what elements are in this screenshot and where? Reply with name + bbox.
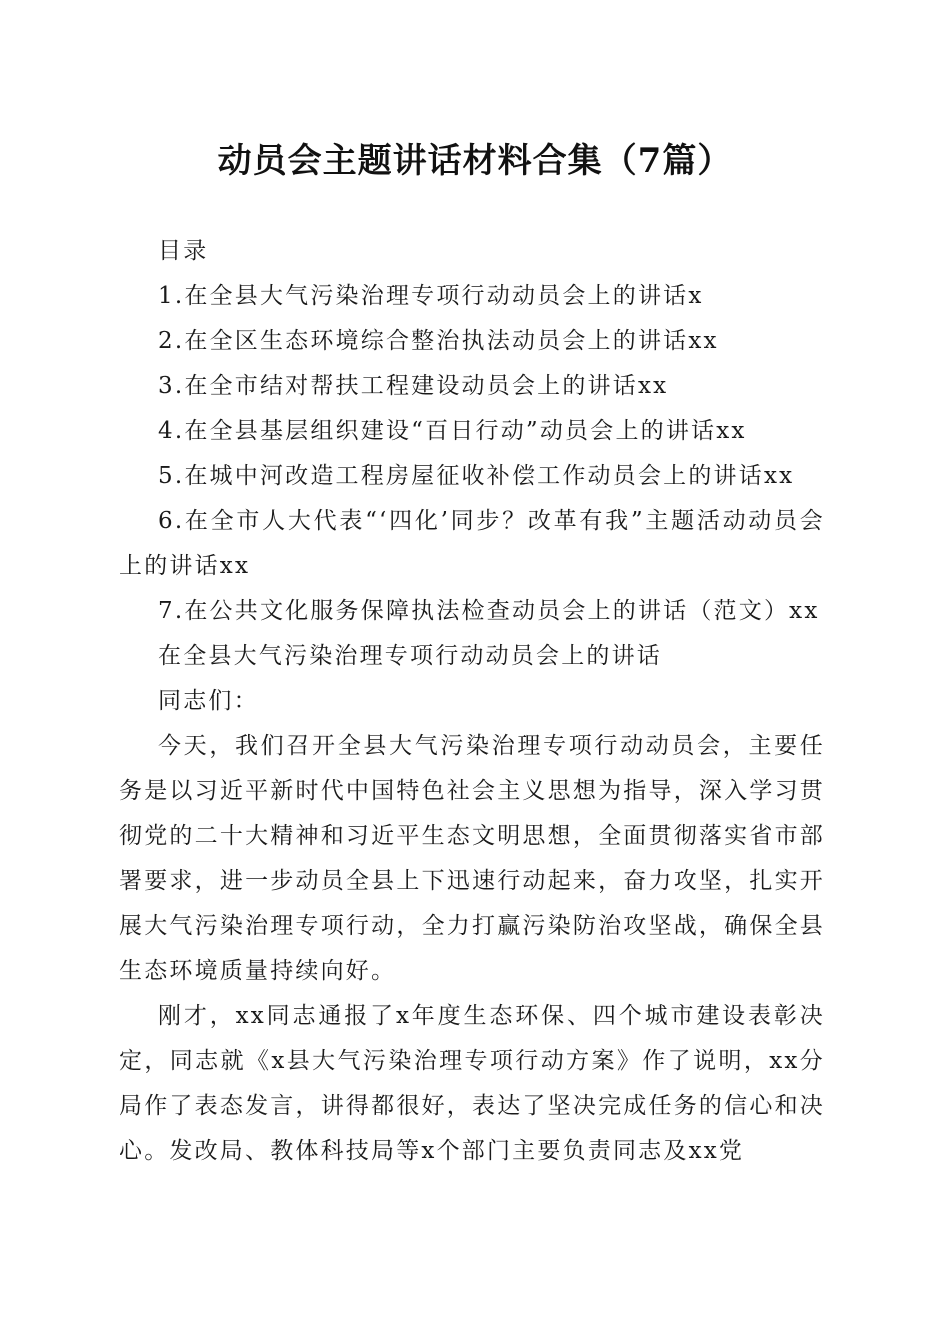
body-paragraph: 刚才，xx同志通报了x年度生态环保、四个城市建设表彰决定，同志就《x县大气污染治理专项行动方案》作了说明，xx分局作了表态发言，讲得都很好，表达了坚决完成任务的信心和决心。发改局、教体科技局等x个部门主要负责同志及xx党: [119, 1003, 825, 1164]
document-body: [119, 229, 825, 1174]
toc-heading: 目录: [158, 238, 209, 264]
speech-title: 在全县大气污染治理专项行动动员会上的讲话: [158, 643, 662, 669]
toc-item: 6.在全市人大代表“‘四化’同步？改革有我”主题活动动员会上的讲话xx: [119, 508, 825, 579]
salutation: 同志们：: [158, 688, 259, 714]
toc-item: 4.在全县基层组织建设“百日行动”动员会上的讲话xx: [158, 418, 747, 444]
toc-item: 1.在全县大气污染治理专项行动动员会上的讲话x: [158, 283, 704, 309]
toc-item: 7.在公共文化服务保障执法检查动员会上的讲话（范文）xx: [158, 598, 820, 624]
toc-item: 5.在城中河改造工程房屋征收补偿工作动员会上的讲话xx: [158, 463, 795, 489]
toc-item: 3.在全市结对帮扶工程建设动员会上的讲话xx: [158, 373, 669, 399]
toc-item: 2.在全区生态环境综合整治执法动员会上的讲话xx: [158, 328, 719, 354]
body-paragraph: 今天，我们召开全县大气污染治理专项行动动员会，主要任务是以习近平新时代中国特色社会主义思想为指导，深入学习贯彻党的二十大精神和习近平生态文明思想，全面贯彻落实省市部署要求，进一步动员全县上下迅速行动起来，奋力攻坚，扎实开展大气污染治理专项行动，全力打赢污染防治攻坚战，确保全县生态环境质量持续向好。: [119, 733, 825, 984]
document-title: 动员会主题讲话材料合集（7篇）: [217, 141, 733, 181]
